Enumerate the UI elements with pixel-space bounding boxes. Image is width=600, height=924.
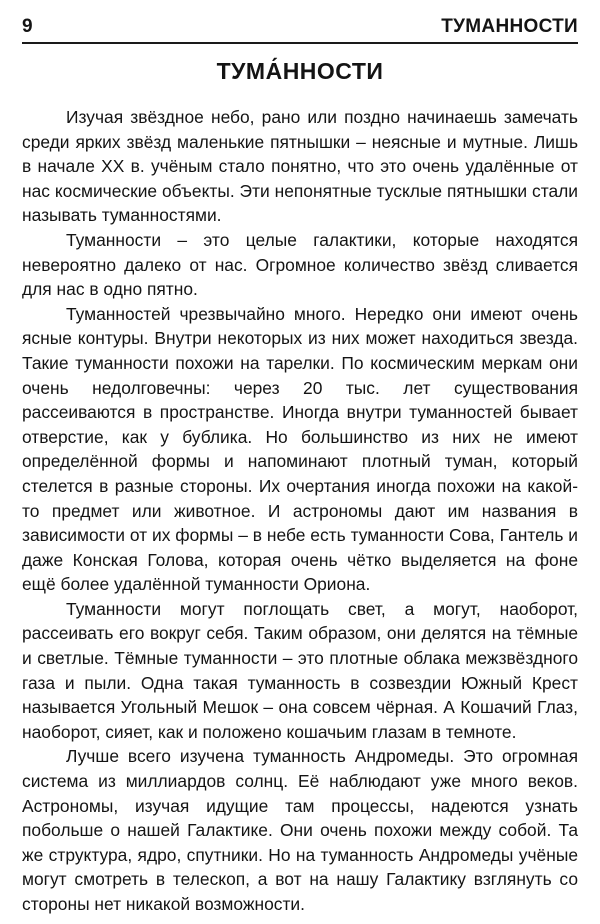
running-head: ТУМАННОСТИ	[441, 16, 578, 37]
paragraph: Лучше всего изучена туманность Андромеды. Это огромная система из миллиардов солнц. Её наблюдают уже много веков. Астрономы, изучая идущие там процессы, надеются узнать побольше о нашей Галактике. Они очень похожи между собой. Та же структура, ядро, спутники. Но на туманность Андромеды учёные могут смотреть в телескоп, а вот на нашу Галактику взглянуть со стороны нет никакой возможности.	[22, 746, 578, 914]
paragraph: Туманностей чрезвычайно много. Нередко они имеют очень ясные контуры. Внутри некоторых из них может находиться звезда. Такие туманности похожи на тарелки. По космическим меркам они очень недолговечны: через 20 тыс. лет существования рассеиваются в пространстве. Иногда внутри туманностей бывает отверстие, как у бублика. Но большинство из них не имеют определённой формы и напоминают плотный туман, который стелется в разные стороны. Их очертания иногда похожи на какой-то предмет или животное. И астрономы дают им названия в зависимости от их формы – в небе есть туманности Сова, Гантель и даже Конская Голова, которая очень чётко выделяется на фоне ещё более удалённой туманности Ориона.	[22, 303, 578, 595]
paragraph: Изучая звёздное небо, рано или поздно начинаешь замечать среди ярких звёзд маленькие пятнышки – неясные и мутные. Лишь в начале XX в. учёным стало понятно, что это очень удалённые от нас космические объекты. Эти непонятные тусклые пятнышки стали называть туманностями.	[22, 107, 578, 226]
paragraph: Туманности могут поглощать свет, а могут, наоборот, рассеивать его вокруг себя. Таким образом, они делятся на тёмные и светлые. Тёмные туманности – это плотные облака межзвёздного газа и пыли. Одна такая туманность в созвездии Южный Крест называется Угольный Мешок – она совсем чёрная. А Кошачий Глаз, наоборот, сияет, как и положено кошачьим глазам в темноте.	[22, 598, 578, 742]
page-header	[22, 12, 578, 44]
article-body	[22, 105, 578, 917]
article-title: ТУМА́ННОСТИ	[216, 58, 384, 84]
page-number: 9	[22, 16, 33, 37]
paragraph: Туманности – это целые галактики, которые находятся невероятно далеко от нас. Огромное количество звёзд сливается для нас в одно пятно.	[22, 229, 578, 300]
